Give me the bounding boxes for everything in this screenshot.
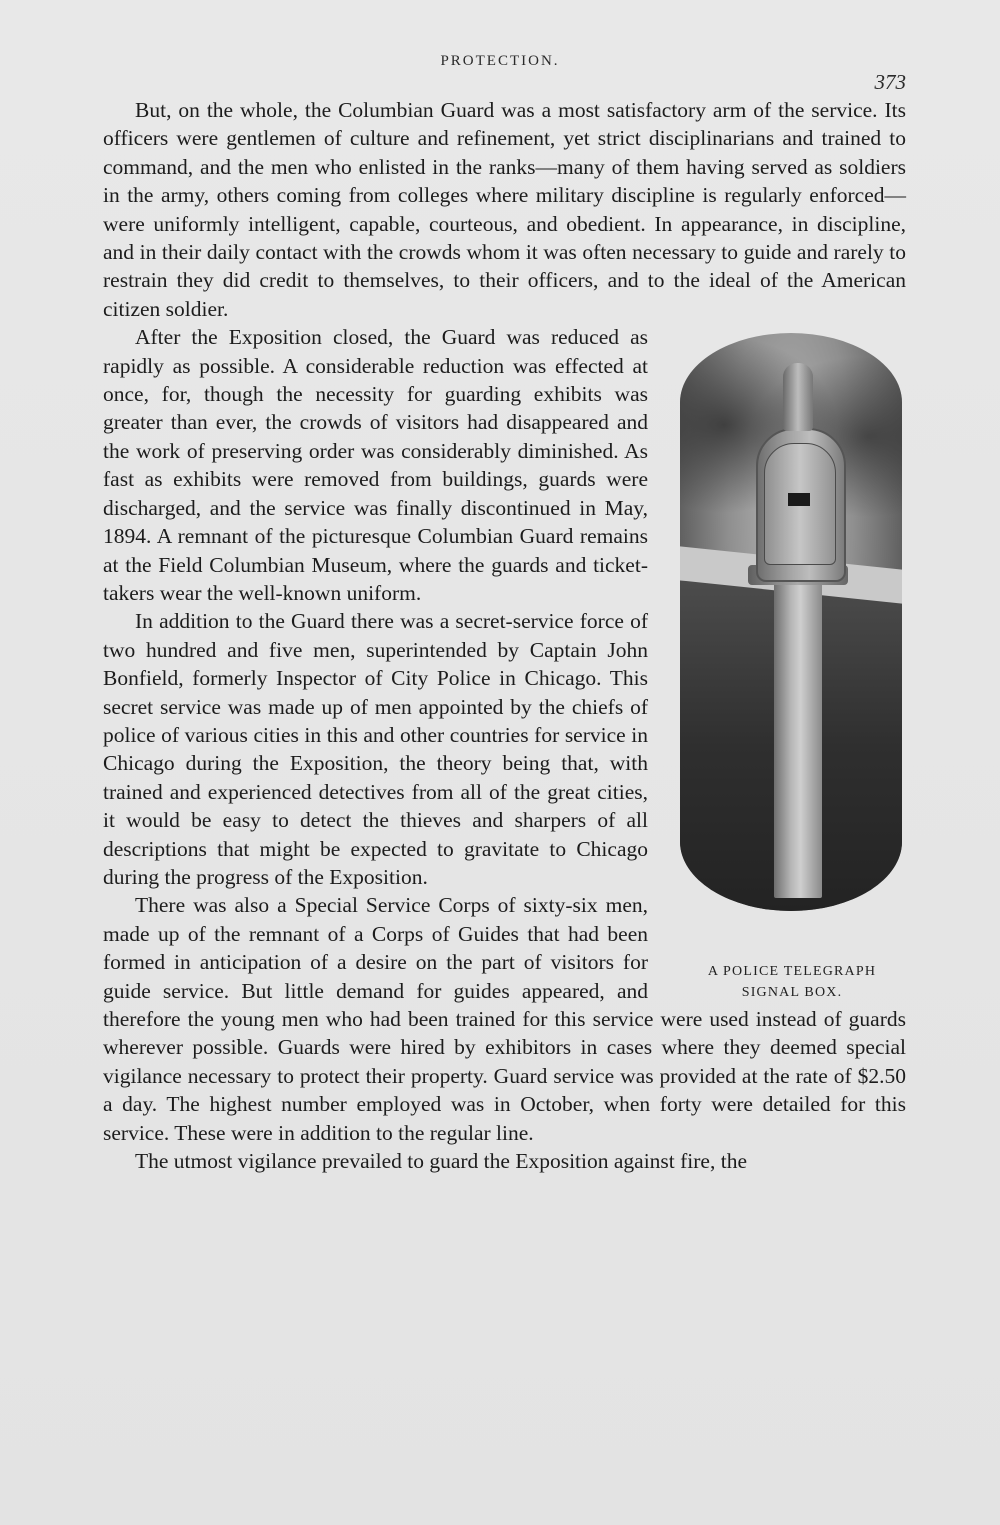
photo-box-slot: [788, 493, 810, 506]
paragraph-3: In addition to the Guard there was a secret-service force of two hundred and five men, superintended by Captain John Bonfield, formerly Inspector of City Police in Chicago. This secret service was made up of men appointed by the chiefs of police of various cities in this and other countries for service in Chicago during the Exposition, the theory being that, with trained and experienced detectives from all of the great cities, it would be easy to detect the thieves and sharpers of all descriptions that might be expected to gravitate to Chicago during the progress of the Exposition.: [103, 609, 648, 889]
paragraph-5: The utmost vigilance prevailed to guard the Exposition against fire, the: [135, 1149, 747, 1174]
figure-caption: [674, 961, 910, 1003]
paragraph-4: There was also a Special Service Corps of sixty-six men, made up of the remnant of a Corps of Guides that had been formed in anticipation of a desire on the part of visitors for guide service. But little demand for guides appeared, and therefore the young men who had been trained for this service were used instead of guards wherever possible. Guards were hired by exhibitors in cases where they deemed special vigilance necessary to protect their property. Guard service was provided at the rate of $2.50 a day. The highest number employed was in October, when forty were detailed for this service. These were in addition to the regular line.: [103, 893, 906, 1145]
page-number: 373: [874, 70, 906, 94]
body-text: [103, 96, 906, 1175]
photo-finial: [783, 363, 813, 431]
paragraph-1: But, on the whole, the Columbian Guard was a most satisfactory arm of the service. Its officers were gentlemen of culture and refinement, yet strict disciplinarians and trained to command, and the men who enlisted in the ranks—many of them having served as soldiers in the army, others coming from colleges where military discipline is regularly enforced—were uniformly intelligent, capable, courteous, and obedient. In appearance, in discipline, and in their daily contact with the crowds whom it was often necessary to guide and rarely to restrain they did credit to themselves, to their officers, and to the ideal of the American citizen soldier.: [103, 98, 906, 321]
photo-signal-box: [680, 333, 902, 911]
figure-police-telegraph: [674, 333, 910, 1001]
photo-post: [774, 578, 822, 898]
caption-line-1: A POLICE TELEGRAPH: [707, 964, 877, 980]
caption-line-2: SIGNAL BOX.: [741, 985, 843, 1001]
running-head: PROTECTION.: [440, 53, 560, 69]
paragraph-2: After the Exposition closed, the Guard was reduced as rapidly as possible. A considerable reduction was effected at once, for, though the necessity for guarding exhibits was greater than ever, the crowds of visitors had disappeared and the work of preserving order was considerably diminished. As fast as exhibits were removed from buildings, guards were discharged, and the service was finally discontinued in May, 1894. A remnant of the picturesque Columbian Guard remains at the Field Columbian Museum, where the guards and ticket-takers wear the well-known uniform.: [103, 325, 648, 605]
